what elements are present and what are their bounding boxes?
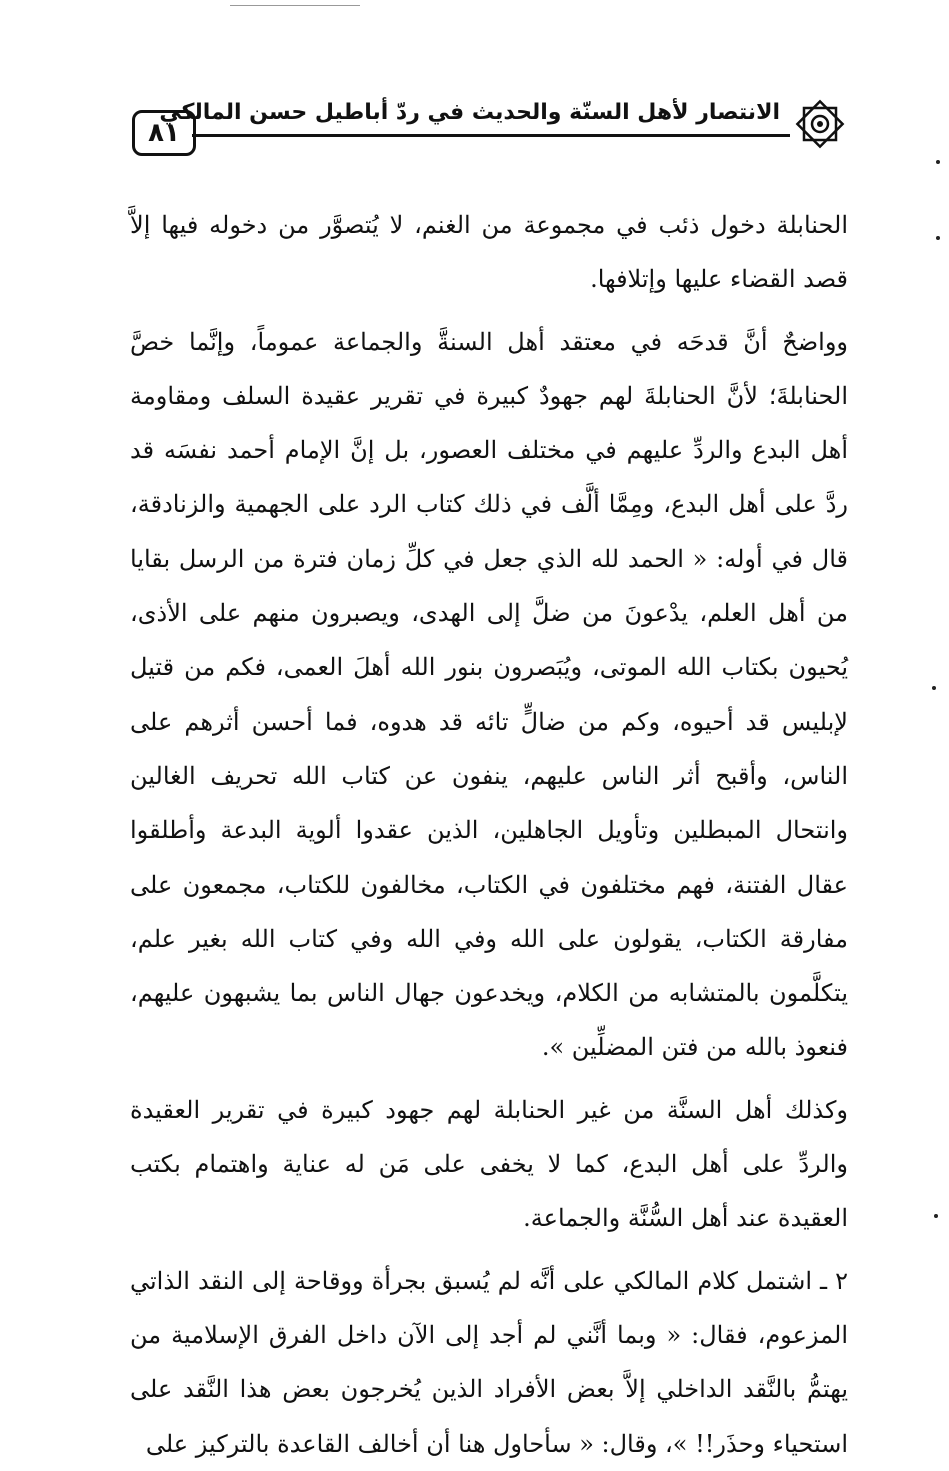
- paragraph-point-2: ٢ ـ اشتمل كلام المالكي على أنَّه لم يُسبق بجرأة ووقاحة إلى النقد الذاتي المزعوم، فقال: « وبما أنَّني لم أجد إلى الآن داخل الفرق الإسلامية من يهتمُّ بالنَّقد الداخلي إلاَّ بعض الأفراد الذين يُخرجون بعض هذا النَّقد على استحياء وحذَر!! »، وقال: « سأحاول هنا أن أخالف القاعدة بالتركيز على: [130, 1266, 848, 1458]
- body-text: [130, 198, 848, 1471]
- page-number: ٨١: [132, 110, 196, 156]
- margin-dot: [934, 1214, 938, 1218]
- paragraph-continuation: الحنابلة دخول ذئب في مجموعة من الغنم، لا يُتصوَّر من دخوله فيها إلاَّ قصد القضاء عليها وإتلافها.: [130, 211, 848, 294]
- header-rule: [192, 134, 790, 137]
- top-edge-rule: [230, 5, 360, 6]
- margin-dot: [936, 236, 940, 240]
- paragraph-hanabila-quote: وواضحٌ أنَّ قدحَه في معتقد أهل السنةَّ والجماعة عموماً، وإنَّما خصَّ الحنابلةَ؛ لأنَّ الحنابلةَ لهم جهودٌ كبيرة في تقرير عقيدة السلف ومقاومة أهل البدع والردِّ عليهم في مختلف العصور، بل إنَّ الإمام أحمد نفسَه قد ردَّ على أهل البدع، ومِمَّا ألَّف في ذلك كتاب الرد على الجهمية والزنادقة، قال في أوله: « الحمد لله الذي جعل في كلِّ زمان فترة من الرسل بقايا من أهل العلم، يدْعونَ من ضلَّ إلى الهدى، ويصبرون منهم على الأذى، يُحيون بكتاب الله الموتى، ويُبَصرون بنور الله أهلَ العمى، فكم من قتيل لإبليس قد أحيوه، وكم من ضالٍّ تائه قد هدوه، فما أحسن أثرهم على الناس، وأقبح أثر الناس عليهم، ينفون عن كتاب الله تحريف الغالين وانتحال المبطلين وتأويل الجاهلين، الذين عقدوا ألوية البدعة وأطلقوا عقال الفتنة، فهم مختلفون في الكتاب، مخالفون للكتاب، مجمعون على مفارقة الكتاب، يقولون على الله وفي الله وفي كتاب الله بغير علم، يتكلَّمون بالمتشابه من الكلام، ويخدعون جهال الناس بما يشبهون عليهم، فنعوذ بالله من فتن المضلِّين ».: [130, 327, 849, 1062]
- running-header: [120, 88, 850, 168]
- margin-dot: [932, 686, 936, 690]
- paragraph-ahl-sunnah: وكذلك أهل السنَّة من غير الحنابلة لهم جهود كبيرة في تقرير العقيدة والردِّ على أهل البدع، كما لا يخفى على مَن له عناية واهتمام بكتب العقيدة عند أهل السُّنَّة والجماعة.: [130, 1095, 848, 1233]
- margin-dot: [936, 160, 940, 164]
- star-ornament-icon: [790, 94, 850, 154]
- running-title: الانتصار لأهل السنّة والحديث في ردّ أباطيل حسن المالكي: [159, 100, 780, 125]
